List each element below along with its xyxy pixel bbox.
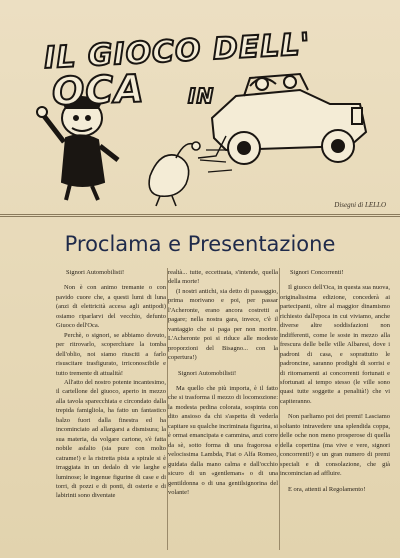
salutation: Signori Automobilisti! (66, 269, 125, 276)
header-rule-thin (0, 216, 400, 217)
article-columns (56, 268, 390, 550)
paragraph: realtà... tutte, eccettuata, s'intende, quella della morte! (168, 269, 278, 286)
article-column-1 (56, 268, 166, 550)
speed-lines (200, 150, 232, 172)
title-line-2: OCA (51, 66, 146, 114)
paragraph: (I nostri antichi, sia detto di passaggio, prima morivano e poi, per passar l'Acheronte, erano ancora costretti a pagare; nella nostra gara, invece, c'è il vantaggio che si paga per non morire. L'Acheronte poi si riduce alle modeste proporzioni del Bisagno... con la copertura!) (168, 287, 278, 362)
illustration-credit: Disegni di LELLO (334, 201, 386, 209)
title-line-1: IL GIOCO DELL' (43, 27, 312, 76)
salutation: Signori Automobilisti! (178, 369, 237, 377)
page-headline: Proclama e Presentazione (64, 232, 336, 256)
paragraph: Non è con animo tremante o con pavido cuore che, a questi lumi di luna (anzi di elettricità accesa agli antipodi) osiamo riparlarvi del vecchio, defunto Giuoco dell'Oca. (56, 284, 166, 330)
paragraph: Il giuoco dell'Oca, in questa sua nuova, originalissima edizione, concederà ai partecipanti, oltre al maggior dinamismo richiesto dall'epoca in cui viviamo, anche diverse altre soddisfazioni non indifferenti, come le soste in mezzo alla frescura delle belle ville Albaresi, dove i padroni di casa, e soprattutto le padroncine, saranno prodighi di sorrisi e di ritornamenti ai concorrenti fortunati e sfortunati al tempo stesso (le ville sono quasi tutte soggette a penalità!) che vi capiteranno. (280, 284, 390, 405)
closing-line: E ora, attenti al Regolamento! (288, 485, 366, 493)
salutation: Signori Concorrenti! (290, 269, 344, 276)
article-column-3 (280, 268, 390, 550)
article-column-2 (168, 268, 278, 550)
paragraph: Ma quello che più importa, è il fatto che si trasforma il mezzo di locomozione: la modesta pedina colorata, sospinta con dito ansioso da chi s'aspetta di vederla capitare su qualche incriminata figurina, si è ormai emancipata e cammina, anzi corre da sè, sotto forma di una fragorosa e velocissima Lambda, Fiat o Alfa Romeo, guidata dalla mano calma e dall'occhio sicuro di un «gentleman» o di una gentildonna o di una gentilsignorina del volante! (168, 384, 278, 496)
header-illustration (0, 0, 400, 222)
header-rule (0, 214, 400, 215)
goose-figure (149, 142, 200, 206)
paragraph: Non parliamo poi dei premi! Lasciamo soltanto intravedere una splendida coppa, delle oche non meno prosperose di quella della copertina (ma vive e vere, signori concorrenti!) e un gran numero di premi speciali e di consolazione, che già incomincian ad affluire. (280, 413, 390, 478)
title-line-3: IN (188, 84, 215, 108)
paragraph: All'atto del nostro potente incantesimo, il cartellone del giuoco, aperto in mezzo alla tavola sparecchiata e circondato dalla trepida famigliola, ha fatto un fantastico balzo fuori dalla finestra ed ha incominciato ad allargarsi a dismisura; la sua materia, da volgare cartone, s'è fatta nobile asfalto (sia pure con molto catrame!) e la ristretta pista a spirale si è irraggiata in un dedalo di vie larghe e luminose; le ingenue figurine di case e di torri, di pozzi e di ponti, di osterie e di labirinti sono diventate (56, 378, 166, 500)
paragraph: Perchè, o signori, se abbiamo dovuto, per ritrovarlo, scoperchiare la tomba dell'oblio, noi siamo riusciti a farlo risuscitare trasfigurato, irriconoscibile e tutto tremente di attualità! (56, 331, 166, 377)
